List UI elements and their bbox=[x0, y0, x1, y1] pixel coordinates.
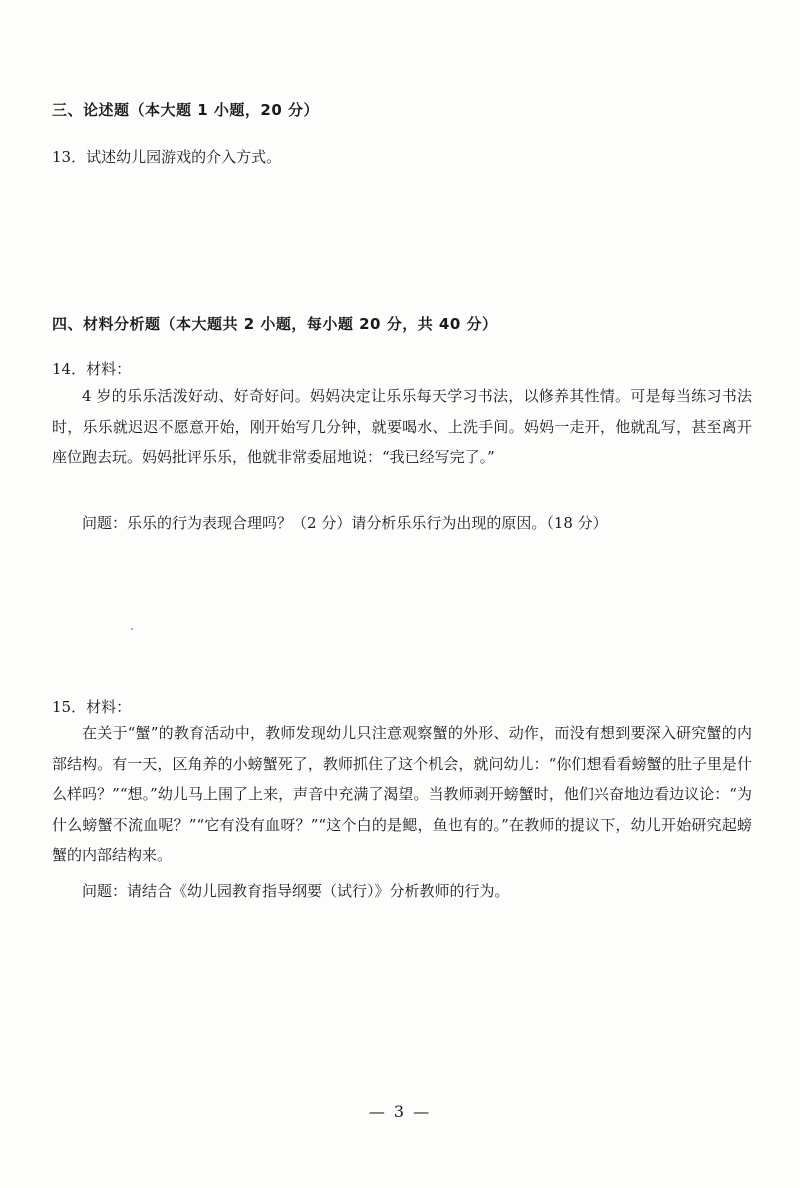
section-3-heading: 三、论述题（本大题 1 小题，20 分） bbox=[52, 101, 319, 119]
section-4-heading: 四、材料分析题（本大题共 2 小题，每小题 20 分，共 40 分） bbox=[52, 315, 498, 333]
question-15-material: 在关于“蟹”的教育活动中，教师发现幼儿只注意观察蟹的外形、动作，而没有想到要深入研究蟹的内部结构。有一天，区角养的小螃蟹死了，教师抓住了这个机会，就问幼儿：“你们想看看螃蟹的肚子里是什么样吗？”“想。”幼儿马上围了上来，声音中充满了渴望。当教师剥开螃蟹时，他们兴奋地边看边议论：“为什么螃蟹不流血呢？”“它有没有血呀？”“这个白的是鳃，鱼也有的。”在教师的提议下，幼儿开始研究起螃蟹的内部结构来。 bbox=[52, 724, 752, 864]
scan-speck bbox=[131, 628, 133, 630]
question-14-prompt: 问题：乐乐的行为表现合理吗？（2 分）请分析乐乐行为出现的原因。（18 分） bbox=[82, 514, 608, 532]
question-14-label: 14．材料： bbox=[52, 360, 132, 378]
page-number: — 3 — bbox=[368, 1102, 432, 1121]
question-15-prompt: 问题：请结合《幼儿园教育指导纲要（试行）》分析教师的行为。 bbox=[82, 882, 510, 900]
question-13: 13．试述幼儿园游戏的介入方式。 bbox=[52, 148, 282, 166]
question-15-label: 15．材料： bbox=[52, 698, 132, 716]
question-14-material: 4 岁的乐乐活泼好动、好奇好问。妈妈决定让乐乐每天学习书法，以修养其性情。可是每当练习书法时，乐乐就迟迟不愿意开始，刚开始写几分钟，就要喝水、上洗手间。妈妈一走开，他就乱写，甚至离开座位跑去玩。妈妈批评乐乐，他就非常委屈地说：“我已经写完了。” bbox=[52, 387, 752, 466]
